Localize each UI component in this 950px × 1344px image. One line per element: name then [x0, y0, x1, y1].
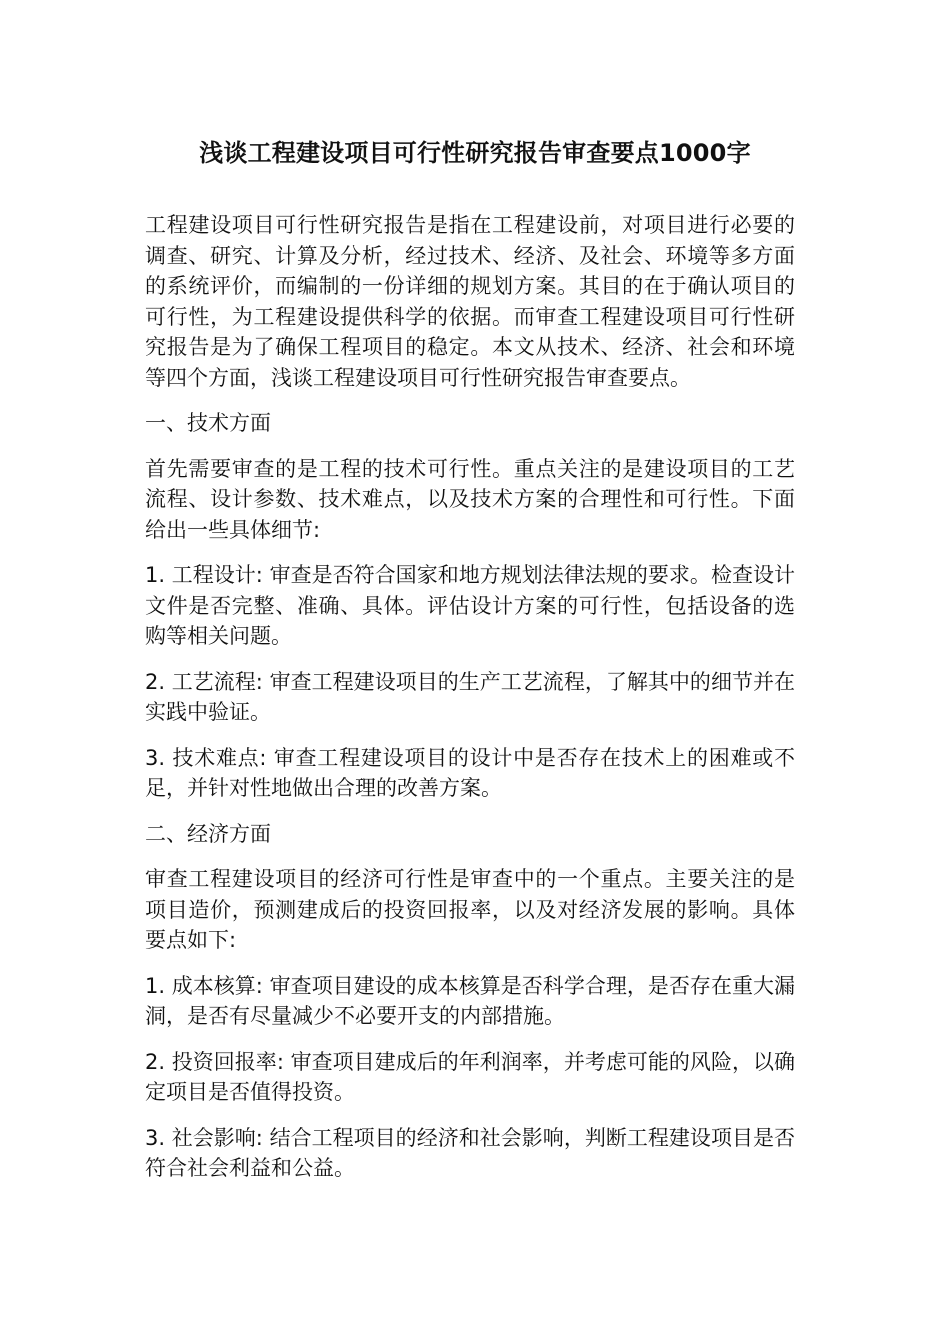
document-body — [145, 210, 795, 1199]
technical-item-process: 2. 工艺流程: 审查工程建设项目的生产工艺流程，了解其中的细节并在实践中验证。 — [145, 669, 795, 724]
section-heading-technical: 一、技术方面 — [145, 411, 271, 435]
technical-item-design: 1. 工程设计: 审查是否符合国家和地方规划法律法规的要求。检查设计文件是否完整、准确、具体。评估设计方案的可行性，包括设备的选购等相关问题。 — [145, 563, 795, 648]
technical-intro-paragraph: 首先需要审查的是工程的技术可行性。重点关注的是建设项目的工艺流程、设计参数、技术难点，以及技术方案的合理性和可行性。下面给出一些具体细节: — [145, 456, 795, 542]
technical-item-difficulty: 3. 技术难点: 审查工程建设项目的设计中是否存在技术上的困难或不足，并针对性地做出合理的改善方案。 — [145, 745, 795, 800]
document-title: 浅谈工程建设项目可行性研究报告审查要点1000字 — [199, 139, 751, 167]
intro-paragraph: 工程建设项目可行性研究报告是指在工程建设前，对项目进行必要的调查、研究、计算及分析，经过技术、经济、及社会、环境等多方面的系统评价，而编制的一份详细的规划方案。其目的在于确认项目的可行性，为工程建设提供科学的依据。而审查工程建设项目可行性研究报告是为了确保工程项目的稳定。本文从技术、经济、社会和环境等四个方面，浅谈工程建设项目可行性研究报告审查要点。 — [145, 213, 795, 390]
economic-item-social: 3. 社会影响: 结合工程项目的经济和社会影响，判断工程建设项目是否符合社会利益和公益。 — [145, 1125, 795, 1180]
section-heading-economic: 二、经济方面 — [145, 821, 271, 846]
economic-item-roi: 2. 投资回报率: 审查项目建成后的年利润率，并考虑可能的风险，以确定项目是否值得投资。 — [145, 1049, 795, 1104]
economic-intro-paragraph: 审查工程建设项目的经济可行性是审查中的一个重点。主要关注的是项目造价，预测建成后的投资回报率，以及对经济发展的影响。具体要点如下: — [145, 867, 795, 952]
economic-item-cost: 1. 成本核算: 审查项目建设的成本核算是否科学合理，是否存在重大漏洞，是否有尽量减少不必要开支的内部措施。 — [145, 973, 795, 1028]
